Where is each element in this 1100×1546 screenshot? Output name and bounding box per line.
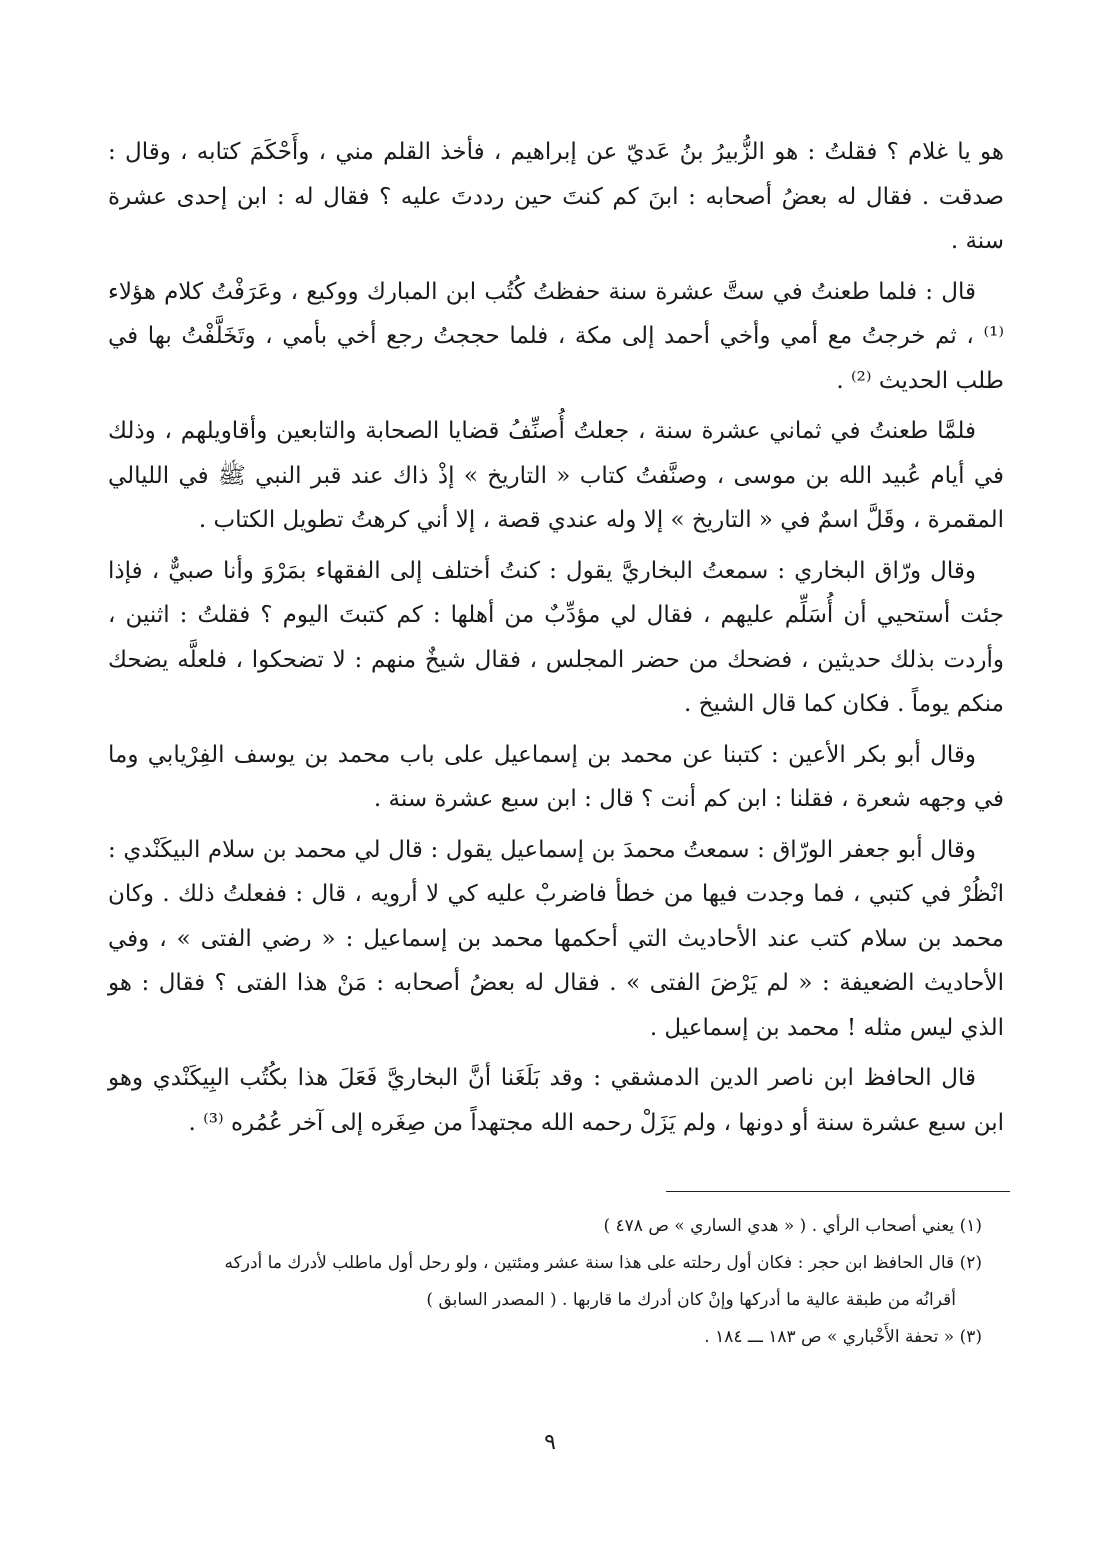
footnote-1: (١) يعني أصحاب الرأي . ( « هدي الساري » ص ٤٧٨ ) [603, 1216, 982, 1236]
paragraph: وقال أبو جعفر الورّاق : سمعتُ محمدَ بن إسماعيل يقول : قال لي محمد بن سلام البيكَنْدي : انْظُرْ في كتبي ، فما وجدت فيها من خطأ فاضربْ عليه كي لا أرويه ، قال : ففعلتُ ذلك . وكان محمد بن سلام كتب عند الأحاديث التي أحكمها محمد بن إسماعيل : « رضي الفتى » ، وفي الأحاديث الضعيفة : « لم يَرْضَ الفتى » . فقال له بعضُ أصحابه : مَنْ هذا الفتى ؟ فقال : هو الذي ليس مثله ! محمد بن إسماعيل . [108, 836, 1004, 1041]
footnote-2: (٢) قال الحافظ ابن حجر : فكان أول رحلته على هذا سنة عشر ومئتين ، ولو رحل أول ماطلب لأدرك ما أدركه [224, 1253, 982, 1273]
footnote-divider [666, 1191, 1010, 1192]
body-text [108, 130, 1004, 1151]
paragraph: فلمَّا طعنتُ في ثماني عشرة سنة ، جعلتُ أُصنِّفُ قضايا الصحابة والتابعين وأقاويلهم ، وذلك في أيام عُبيد الله بن موسى ، وصنَّفتُ كتاب « التاريخ » إذْ ذاك عند قبر النبي ﷺ في الليالي المقمرة ، وقَلَّ اسمٌ في « التاريخ » إلا وله عندي قصة ، إلا أني كرهتُ تطويل الكتاب . [108, 418, 1004, 533]
page-number: ٩ [544, 1430, 556, 1455]
paragraph: وقال أبو بكر الأعين : كتبنا عن محمد بن إسماعيل على باب محمد بن يوسف الفِرْيابي وما في وجهه شعرة ، فقلنا : ابن كم أنت ؟ قال : ابن سبع عشرة سنة . [108, 741, 1004, 812]
footnote-2-continuation: أقرانُه من طبقة عالية ما أدركها وإنْ كان أدرك ما قاربها . ( المصدر السابق ) [426, 1290, 956, 1310]
paragraph: هو يا غلام ؟ فقلتُ : هو الزُّبيرُ بنُ عَديّ عن إبراهيم ، فأخذ القلم مني ، وأَحْكَمَ كتابه ، وقال : صدقت . فقال له بعضُ أصحابه : ابنَ كم كنتَ حين رددتَ عليه ؟ فقال له : ابن إحدى عشرة سنة . [108, 139, 1004, 254]
paragraph: قال الحافظ ابن ناصر الدين الدمشقي : وقد بَلَغَنا أنَّ البخاريَّ فَعَلَ هذا بكُتُب البِيكَنْدي وهو ابن سبع عشرة سنة أو دونها ، ولم يَزَلْ رحمه الله مجتهداً من صِغَره إلى آخر عُمُره ⁽³⁾ . [108, 1065, 1004, 1136]
footnotes [108, 1208, 1004, 1356]
footnote-3: (٣) « تحفة الأَخْباري » ص ١٨٣ ـــ ١٨٤ . [704, 1327, 982, 1347]
paragraph: قال : فلما طعنتُ في ستَّ عشرة سنة حفظتُ كُتُب ابن المبارك ووكيع ، وعَرَفْتُ كلام هؤلاء ⁽¹⁾ ، ثم خرجتُ مع أمي وأخي أحمد إلى مكة ، فلما حججتُ رجع أخي بأمي ، وتَخَلَّفْتُ بها في طلب الحديث ⁽²⁾ . [108, 278, 1004, 394]
paragraph: وقال ورّاق البخاري : سمعتُ البخاريَّ يقول : كنتُ أختلف إلى الفقهاء بمَرْوَ وأنا صبيٌّ ، فإذا جئت أستحيي أن أُسَلِّم عليهم ، فقال لي مؤدِّبٌ من أهلها : كم كتبتَ اليوم ؟ فقلتُ : اثنين ، وأردت بذلك حديثين ، فضحك من حضر المجلس ، فقال شيخٌ منهم : لا تضحكوا ، فلعلَّه يضحك منكم يوماً . فكان كما قال الشيخ . [108, 557, 1004, 717]
